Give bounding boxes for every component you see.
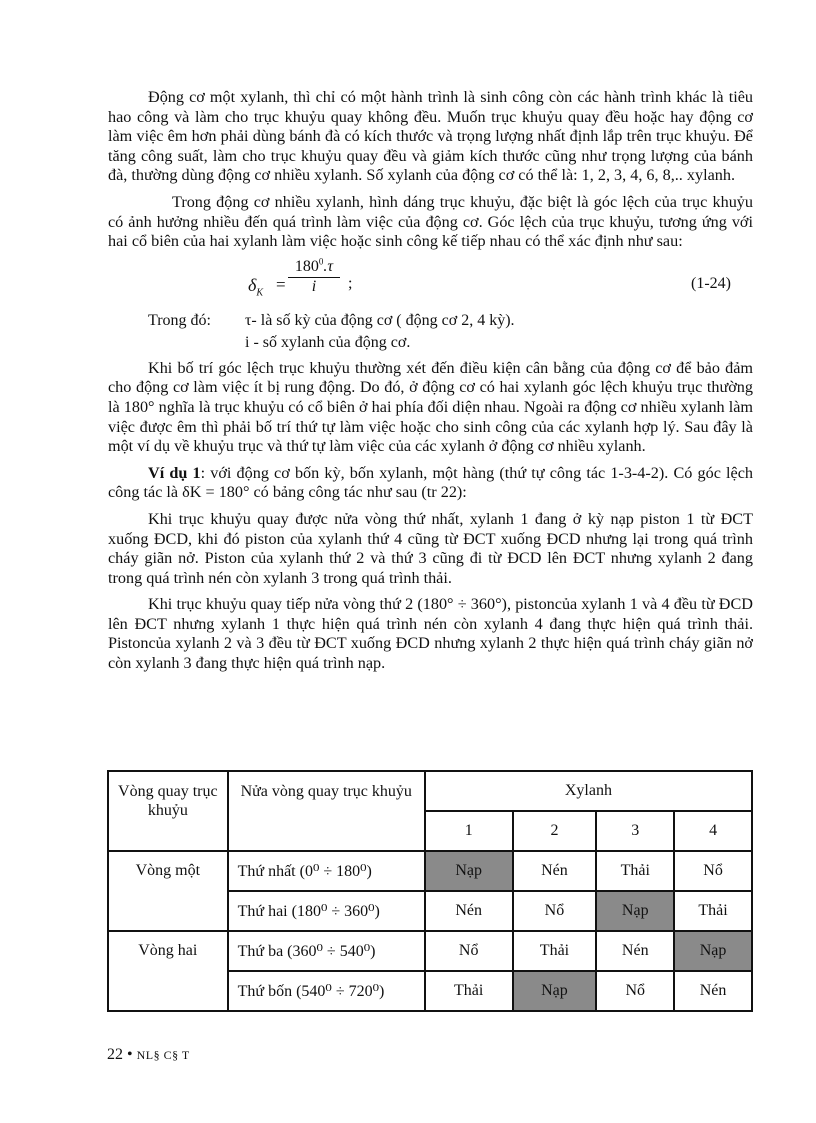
header-revolution: Vòng quay trục khuỷu <box>108 771 228 851</box>
stroke-cell: Thải <box>596 851 674 891</box>
stroke-cell: Nạp <box>596 891 674 931</box>
page-number: 22 <box>107 1046 123 1063</box>
table-row <box>108 851 752 891</box>
legend-label: Trong đó: <box>148 311 211 329</box>
equation-number: (1-24) <box>691 274 731 292</box>
stroke-cell: Nạp <box>425 851 513 891</box>
paragraph-single-cylinder: Động cơ một xylanh, thì chỉ có một hành trình là sinh công còn các hành trình khác là tiêu hao công và làm cho trục khuỷu quay không đều. Muốn trục khuỷu quay đều hoặc hay động cơ làm việc êm hơn phải dùng bánh đà có kích thước và trọng lượng nhất định lắp trên trục khuỷu. Để tăng công suất, làm cho trục khuỷu quay đều và giảm kích thước cũng như trọng lượng của bánh đà, thường dùng động cơ nhiều xylanh. Số xylanh của động cơ có thể là: 1, 2, 3, 4, 6, 8,.. xylanh. <box>108 88 753 185</box>
formula-semicolon: ; <box>348 274 353 292</box>
paragraph-example: Ví dụ 1: với động cơ bốn kỳ, bốn xylanh, một hàng (thứ tự công tác 1-3-4-2). Có góc lệch công tác là δK = 180° có bảng công tác như sau (tr 22): <box>108 463 753 502</box>
stroke-cell: Thải <box>674 891 752 931</box>
header-cylinder: Xylanh <box>425 771 752 811</box>
paragraph-second-half: Khi trục khuỷu quay tiếp nửa vòng thứ 2 (180° ÷ 360°), pistoncủa xylanh 1 và 4 đều từ ĐCD lên ĐCT nhưng xylanh 1 thực hiện quá trình nén còn xylanh 4 đang thực hiện quá trình thải. Pistoncủa xylanh 2 và 3 đều từ ĐCT xuống ĐCD nhưng xylanh 2 thực hiện quá trình cháy giãn nở còn xylanh 3 đang thực hiện quá trình nạp. <box>108 595 753 673</box>
formula-denominator: i <box>311 277 317 295</box>
firing-order-table <box>107 770 753 1012</box>
formula-lhs: $\delta_K$ <box>248 274 264 299</box>
header-half-revolution: Nửa vòng quay trục khuỷu <box>228 771 425 851</box>
legend-tau: τ- là số kỳ của động cơ ( động cơ 2, 4 kỳ). <box>245 311 515 329</box>
header-cylinder-3: 3 <box>596 811 674 851</box>
half-revolution-cell: Thứ ba (360⁰ ÷ 540⁰) <box>228 931 425 971</box>
footer-source: NL§ C§ T <box>136 1048 190 1062</box>
formula-numerator: $180^0.\tau$ <box>288 258 340 278</box>
formula-1-24 <box>108 258 753 310</box>
header-cylinder-1: 1 <box>425 811 513 851</box>
stroke-cell: Nén <box>596 931 674 971</box>
paragraph-first-half: Khi trục khuỷu quay được nửa vòng thứ nhất, xylanh 1 đang ở kỳ nạp piston 1 từ ĐCT xuống ĐCD, khi đó piston của xylanh thứ 4 cũng từ ĐCT xuống ĐCD nhưng lại trong quá trình cháy giãn nở. Piston của xylanh thứ 2 và thứ 3 cũng đi từ ĐCD lên ĐCT nhưng xylanh 2 đang trong quá trình nén còn xylanh 3 trong quá trình thải. <box>108 509 753 587</box>
legend-i: i - số xylanh của động cơ. <box>245 333 411 351</box>
stroke-cell: Nén <box>425 891 513 931</box>
stroke-cell: Nạp <box>674 931 752 971</box>
page-footer <box>107 1046 190 1064</box>
half-revolution-cell: Thứ hai (180⁰ ÷ 360⁰) <box>228 891 425 931</box>
stroke-cell: Nén <box>674 971 752 1011</box>
stroke-cell: Nạp <box>513 971 597 1011</box>
row-revolution-one: Vòng một <box>108 851 228 931</box>
table-row <box>108 931 752 971</box>
stroke-cell: Nổ <box>425 931 513 971</box>
stroke-cell: Thải <box>513 931 597 971</box>
stroke-cell: Nén <box>513 851 597 891</box>
stroke-cell: Nổ <box>513 891 597 931</box>
header-cylinder-2: 2 <box>513 811 597 851</box>
stroke-cell: Nổ <box>674 851 752 891</box>
formula-legend <box>108 312 753 352</box>
formula-fraction <box>288 258 340 296</box>
stroke-cell: Thải <box>425 971 513 1011</box>
header-cylinder-4: 4 <box>674 811 752 851</box>
half-revolution-cell: Thứ nhất (0⁰ ÷ 180⁰) <box>228 851 425 891</box>
half-revolution-cell: Thứ bốn (540⁰ ÷ 720⁰) <box>228 971 425 1011</box>
paragraph-balance: Khi bố trí góc lệch trục khuỷu thường xét đến điều kiện cân bằng của động cơ để bảo đảm cho động cơ làm việc ít bị rung động. Do đó, ở động cơ có hai xylanh góc lệch khuỷu trục thường là 180° nghĩa là trục khuỷu có cổ biên ở hai phía đối diện nhau. Ngoài ra động cơ nhiều xylanh làm việc được êm thì phải bố trí thứ tự làm việc hoặc cho sinh công của các xylanh hợp lý. Sau đây là một ví dụ về khuỷu trục và thứ tự làm việc của các xylanh ở động cơ nhiều xylanh. <box>108 358 753 456</box>
paragraph-crank-angle: Trong động cơ nhiều xylanh, hình dáng trục khuỷu, đặc biệt là góc lệch của trục khuỷu có ảnh hưởng nhiều đến quá trình làm việc của động cơ. Góc lệch của trục khuỷu, tương ứng với hai cổ biên của hai xylanh làm việc hoặc sinh công kế tiếp nhau có thể xác định như sau: <box>108 192 753 251</box>
document-body <box>108 88 753 674</box>
stroke-cell: Nổ <box>596 971 674 1011</box>
footer-bullet: • <box>127 1046 133 1063</box>
row-revolution-two: Vòng hai <box>108 931 228 1011</box>
formula-equals: = <box>276 274 286 294</box>
example-label: Ví dụ 1 <box>148 463 201 482</box>
